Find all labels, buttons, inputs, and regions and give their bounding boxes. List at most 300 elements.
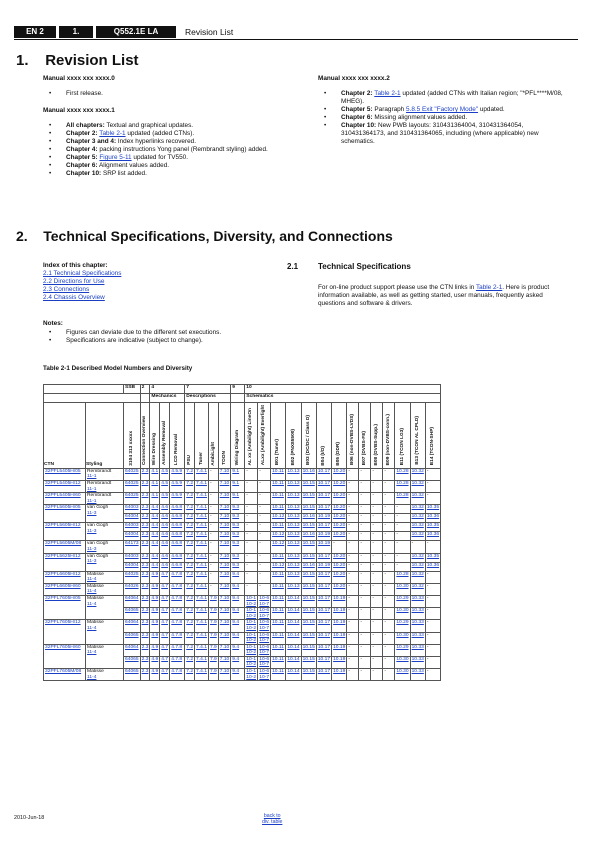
cell-link[interactable]: 64064	[125, 595, 139, 601]
styling-link[interactable]: 11-4	[87, 589, 97, 595]
cell-link[interactable]: 10.30	[396, 669, 409, 675]
cell-link[interactable]: 2.3	[141, 562, 149, 568]
styling-link[interactable]: 11-3	[87, 510, 97, 516]
ctn-link[interactable]: 32PFL5605H/12	[45, 523, 81, 529]
cell-link[interactable]: 64026	[125, 583, 139, 589]
cell-link[interactable]: 10.19	[333, 608, 346, 614]
cell-link[interactable]: 10.14	[287, 595, 300, 601]
cell-link[interactable]: 10.20	[333, 468, 346, 474]
cell-link[interactable]: 10-2	[246, 674, 257, 680]
cell-link[interactable]: 7.2	[186, 632, 194, 638]
ctn-link[interactable]: 32PFL5605H/05	[45, 505, 81, 511]
cell-link[interactable]: 4.7.8	[171, 571, 183, 577]
item-link[interactable]: Table 2-1	[99, 130, 126, 137]
cell-link[interactable]: 7.10	[219, 481, 230, 487]
cell-link[interactable]: 7.4.1	[196, 656, 207, 662]
cell-link[interactable]: 10.17	[317, 620, 331, 626]
cell-link[interactable]: 7.2	[186, 514, 194, 520]
cell-link[interactable]: 7.10	[219, 562, 230, 568]
cell-link[interactable]: 10-2	[246, 662, 257, 668]
cell-link[interactable]: 4.1	[151, 493, 159, 499]
cell-link[interactable]: 4.9	[151, 571, 159, 577]
ctn-link[interactable]: 32PFL7605H/05	[45, 595, 81, 601]
cell-link[interactable]: 10.12	[272, 532, 285, 538]
cell-link[interactable]: 10.20	[333, 571, 346, 577]
cell-link[interactable]: 10-7	[259, 625, 270, 631]
cell-link[interactable]: 10.15	[302, 571, 315, 577]
cell-link[interactable]: 4.4	[151, 541, 159, 547]
cell-link[interactable]: 7.2	[186, 505, 194, 511]
cell-link[interactable]: 10.19	[333, 632, 346, 638]
cell-link[interactable]: 7.2	[186, 583, 194, 589]
cell-link[interactable]: 7.2	[186, 541, 194, 547]
table-2-1-link[interactable]: Table 2-1	[475, 284, 503, 291]
cell-link[interactable]: 9.3	[232, 553, 240, 559]
cell-link[interactable]: 10.30	[396, 656, 409, 662]
styling-link[interactable]: 11-1	[87, 486, 97, 492]
cell-link[interactable]: 10.11	[272, 505, 284, 511]
cell-link[interactable]: 4.7.8	[171, 620, 183, 626]
ctn-link[interactable]: 32PFL6605H/60	[45, 583, 81, 589]
index-link[interactable]: 2.3 Connections	[43, 286, 90, 293]
cell-link[interactable]: 7.4.1	[196, 553, 207, 559]
cell-link[interactable]: 4.6	[161, 523, 169, 529]
cell-link[interactable]: 4.5	[161, 468, 169, 474]
cell-link[interactable]: 7.10	[219, 571, 230, 577]
cell-link[interactable]: 2.3	[141, 532, 149, 538]
ctn-link[interactable]: 32PFL5405H/12	[45, 481, 81, 487]
styling-link[interactable]: 11-4	[87, 577, 97, 583]
cell-link[interactable]: 4.7.8	[171, 608, 183, 614]
cell-link[interactable]: 10.17	[317, 468, 331, 474]
cell-link[interactable]: 2.3	[141, 620, 149, 626]
cell-link[interactable]: 7.4.1	[196, 620, 207, 626]
cell-link[interactable]: 9.3	[232, 514, 240, 520]
cell-link[interactable]: 7.4.1	[196, 532, 207, 538]
cell-link[interactable]: 7.4.1	[196, 514, 207, 520]
cell-link[interactable]: 4.7	[161, 608, 169, 614]
cell-link[interactable]: 4.7.8	[171, 632, 183, 638]
cell-link[interactable]: 10.17	[317, 608, 331, 614]
cell-link[interactable]: 10-2	[246, 625, 257, 631]
cell-link[interactable]: 10.17	[317, 583, 331, 589]
cell-link[interactable]: 10.30	[396, 583, 409, 589]
cell-link[interactable]: 10.19	[317, 514, 331, 520]
cell-link[interactable]: 10.15	[302, 608, 315, 614]
cell-link[interactable]: 4.6.8	[171, 553, 183, 559]
cell-link[interactable]: 10.13	[287, 562, 300, 568]
cell-link[interactable]: 10.20	[333, 562, 346, 568]
cell-link[interactable]: 9.1	[232, 493, 240, 499]
cell-link[interactable]: 10.11	[272, 493, 284, 499]
cell-link[interactable]: 7.4.1	[196, 595, 207, 601]
cell-link[interactable]: 10.13	[287, 583, 300, 589]
cell-link[interactable]: 10-1	[246, 595, 257, 601]
cell-link[interactable]: 10.19	[317, 562, 331, 568]
cell-link[interactable]: 10.14	[287, 669, 300, 675]
styling-link[interactable]: 11-4	[87, 601, 97, 607]
cell-link[interactable]: 10.17	[317, 553, 331, 559]
cell-link[interactable]: 9.4	[232, 583, 240, 589]
cell-link[interactable]: 4.1	[151, 481, 159, 487]
cell-link[interactable]: 10.13	[287, 541, 300, 547]
cell-link[interactable]: 4.6.8	[171, 523, 183, 529]
cell-link[interactable]: 4.1	[151, 468, 159, 474]
cell-link[interactable]: 7.2	[186, 656, 194, 662]
cell-link[interactable]: 10.13	[287, 481, 300, 487]
cell-link[interactable]: 64064	[125, 620, 139, 626]
cell-link[interactable]: 10.28	[396, 571, 409, 577]
cell-link[interactable]: 4.7.8	[171, 644, 183, 650]
cell-link[interactable]: 64025	[125, 481, 139, 487]
cell-link[interactable]: 7.10	[219, 532, 230, 538]
cell-link[interactable]: 10-6	[259, 620, 270, 626]
cell-link[interactable]: 4.7	[161, 656, 169, 662]
cell-link[interactable]: 10.33	[411, 632, 424, 638]
cell-link[interactable]: 4.9	[151, 583, 159, 589]
cell-link[interactable]: 10-7	[259, 613, 270, 619]
cell-link[interactable]: 9.4	[232, 620, 240, 626]
cell-link[interactable]: 10.19	[333, 656, 346, 662]
index-link[interactable]: 2.1 Technical Specifications	[43, 270, 122, 277]
styling-link[interactable]: 11-4	[87, 650, 97, 656]
cell-link[interactable]: 10.17	[317, 656, 331, 662]
cell-link[interactable]: 7.10	[219, 583, 230, 589]
cell-link[interactable]: 10.35	[426, 523, 440, 529]
cell-link[interactable]: 4.4	[151, 514, 159, 520]
cell-link[interactable]: 7.4.1	[196, 468, 207, 474]
cell-link[interactable]: 10.29	[396, 644, 409, 650]
cell-link[interactable]: 64003	[125, 505, 139, 511]
cell-link[interactable]: 7.4.1	[196, 669, 207, 675]
cell-link[interactable]: 10-6	[259, 644, 270, 650]
cell-link[interactable]: 4.6	[161, 505, 169, 511]
cell-link[interactable]: 7.10	[219, 541, 230, 547]
styling-link[interactable]: 11-4	[87, 674, 97, 680]
cell-link[interactable]: 10.29	[396, 620, 409, 626]
cell-link[interactable]: 4.7	[161, 620, 169, 626]
cell-link[interactable]: 4.9	[151, 608, 159, 614]
cell-link[interactable]: 10.12	[272, 562, 285, 568]
cell-link[interactable]: 7.2	[186, 608, 194, 614]
cell-link[interactable]: 7.9	[209, 669, 217, 675]
cell-link[interactable]: 4.7	[161, 644, 169, 650]
styling-link[interactable]: 11-4	[87, 625, 97, 631]
cell-link[interactable]: 4.4	[151, 505, 159, 511]
back-to-div-table-link[interactable]: back to div. table	[262, 813, 283, 825]
cell-link[interactable]: 64173	[125, 541, 139, 547]
cell-link[interactable]: 4.6.8	[171, 505, 183, 511]
cell-link[interactable]: 7.2	[186, 562, 194, 568]
cell-link[interactable]: 10.19	[333, 669, 346, 675]
cell-link[interactable]: 2.3	[141, 583, 149, 589]
cell-link[interactable]: 7.10	[219, 608, 230, 614]
cell-link[interactable]: 10.20	[333, 481, 346, 487]
cell-link[interactable]: 9.4	[232, 595, 240, 601]
cell-link[interactable]: 9.4	[232, 571, 240, 577]
item-link[interactable]: Figure 5-11	[99, 154, 132, 161]
cell-link[interactable]: 10-6	[259, 595, 270, 601]
cell-link[interactable]: 7.10	[219, 514, 230, 520]
cell-link[interactable]: 10.28	[396, 481, 409, 487]
cell-link[interactable]: 10.11	[272, 595, 284, 601]
cell-link[interactable]: 10-7	[259, 650, 270, 656]
cell-link[interactable]: 10.32	[411, 505, 424, 511]
cell-link[interactable]: 2.3	[141, 505, 149, 511]
cell-link[interactable]: 7.2	[186, 595, 194, 601]
cell-link[interactable]: 4.9	[151, 595, 159, 601]
cell-link[interactable]: 9.4	[232, 656, 240, 662]
cell-link[interactable]: 10-6	[259, 656, 270, 662]
cell-link[interactable]: 10.14	[287, 620, 300, 626]
cell-link[interactable]: 10-1	[246, 632, 257, 638]
cell-link[interactable]: 7.2	[186, 523, 194, 529]
cell-link[interactable]: 4.9	[151, 632, 159, 638]
cell-link[interactable]: 10.19	[333, 620, 346, 626]
cell-link[interactable]: 4.9	[151, 669, 159, 675]
cell-link[interactable]: 10.11	[272, 468, 284, 474]
cell-link[interactable]: 10.13	[287, 493, 300, 499]
cell-link[interactable]: 7.10	[219, 595, 230, 601]
cell-link[interactable]: 10.11	[272, 669, 284, 675]
cell-link[interactable]: 10.13	[287, 505, 300, 511]
cell-link[interactable]: 64004	[125, 532, 139, 538]
cell-link[interactable]: 64065	[125, 669, 139, 675]
cell-link[interactable]: 10-6	[259, 669, 270, 675]
cell-link[interactable]: 7.4.1	[196, 608, 207, 614]
cell-link[interactable]: 10.13	[287, 553, 300, 559]
cell-link[interactable]: 7.9	[209, 595, 217, 601]
cell-link[interactable]: 10.17	[317, 595, 331, 601]
cell-link[interactable]: 10.14	[287, 608, 300, 614]
ctn-link[interactable]: 32PFL7605H/12	[45, 620, 81, 626]
cell-link[interactable]: 10-6	[259, 608, 270, 614]
cell-link[interactable]: 10.15	[302, 481, 315, 487]
cell-link[interactable]: 9.1	[232, 481, 240, 487]
cell-link[interactable]: 4.6.8	[171, 532, 183, 538]
cell-link[interactable]: 10-2	[246, 613, 257, 619]
cell-link[interactable]: 10.11	[272, 583, 284, 589]
cell-link[interactable]: 10-1	[246, 644, 257, 650]
cell-link[interactable]: 9.4	[232, 644, 240, 650]
cell-link[interactable]: 7.9	[209, 632, 217, 638]
cell-link[interactable]: 10.33	[411, 595, 424, 601]
cell-link[interactable]: 7.4.1	[196, 523, 207, 529]
cell-link[interactable]: 4.7.8	[171, 583, 183, 589]
ctn-link[interactable]: 32PFL6605H/12	[45, 571, 81, 577]
cell-link[interactable]: 64065	[125, 656, 139, 662]
cell-link[interactable]: 10.16	[302, 514, 315, 520]
cell-link[interactable]: 10.11	[272, 620, 284, 626]
cell-link[interactable]: 7.4.1	[196, 505, 207, 511]
cell-link[interactable]: 7.2	[186, 571, 194, 577]
cell-link[interactable]: 10.13	[287, 571, 300, 577]
cell-link[interactable]: 2.3	[141, 644, 149, 650]
cell-link[interactable]: 10.33	[411, 656, 424, 662]
cell-link[interactable]: 10.17	[317, 505, 331, 511]
cell-link[interactable]: 9.3	[232, 523, 240, 529]
cell-link[interactable]: 64025	[125, 493, 139, 499]
cell-link[interactable]: 7.10	[219, 656, 230, 662]
cell-link[interactable]: 4.6.8	[171, 514, 183, 520]
cell-link[interactable]: 10.20	[333, 583, 346, 589]
cell-link[interactable]: 10-1	[246, 669, 257, 675]
cell-link[interactable]: 4.5	[161, 493, 169, 499]
cell-link[interactable]: 10.14	[287, 644, 300, 650]
cell-link[interactable]: 10.32	[411, 571, 424, 577]
cell-link[interactable]: 10.32	[411, 468, 424, 474]
cell-link[interactable]: 7.2	[186, 532, 194, 538]
cell-link[interactable]: 64004	[125, 514, 139, 520]
cell-link[interactable]: 4.9	[151, 644, 159, 650]
cell-link[interactable]: 10.32	[411, 532, 424, 538]
cell-link[interactable]: 7.10	[219, 523, 230, 529]
cell-link[interactable]: 7.4.1	[196, 644, 207, 650]
cell-link[interactable]: 2.3	[141, 632, 149, 638]
cell-link[interactable]: 7.2	[186, 481, 194, 487]
cell-link[interactable]: 2.3	[141, 669, 149, 675]
cell-link[interactable]: 10.19	[333, 595, 346, 601]
cell-link[interactable]: 4.5.9	[171, 481, 183, 487]
ctn-link[interactable]: 32PFL5405H/60	[45, 493, 81, 499]
cell-link[interactable]: 10.20	[333, 493, 346, 499]
cell-link[interactable]: 10.33	[411, 669, 424, 675]
cell-link[interactable]: 2.3	[141, 656, 149, 662]
styling-link[interactable]: 11-3	[87, 559, 97, 565]
cell-link[interactable]: 64025	[125, 468, 139, 474]
cell-link[interactable]: 10.20	[333, 532, 346, 538]
cell-link[interactable]: 9.3	[232, 505, 240, 511]
cell-link[interactable]: 10.11	[272, 523, 284, 529]
cell-link[interactable]: 10.15	[302, 595, 315, 601]
cell-link[interactable]: 10.15	[302, 656, 315, 662]
item-link[interactable]: Table 2-1	[374, 90, 401, 97]
cell-link[interactable]: 7.4.1	[196, 493, 207, 499]
cell-link[interactable]: 10-6	[259, 632, 270, 638]
cell-link[interactable]: 10.20	[333, 523, 346, 529]
cell-link[interactable]: 10.30	[396, 632, 409, 638]
cell-link[interactable]: 10-7	[259, 601, 270, 607]
cell-link[interactable]: 2.3	[141, 493, 149, 499]
cell-link[interactable]: 10.17	[317, 632, 331, 638]
cell-link[interactable]: 4.4	[151, 532, 159, 538]
cell-link[interactable]: 4.7.8	[171, 669, 183, 675]
cell-link[interactable]: 10.11	[272, 632, 284, 638]
cell-link[interactable]: 10.32	[411, 481, 424, 487]
cell-link[interactable]: 10-2	[246, 601, 257, 607]
cell-link[interactable]: 64025	[125, 571, 139, 577]
cell-link[interactable]: 10.28	[396, 493, 409, 499]
cell-link[interactable]: 64003	[125, 523, 139, 529]
ctn-link[interactable]: 32PFL5405H/05	[45, 468, 81, 474]
cell-link[interactable]: 4.7	[161, 669, 169, 675]
cell-link[interactable]: 10.11	[272, 481, 284, 487]
cell-link[interactable]: 10.36	[426, 532, 440, 538]
cell-link[interactable]: 2.3	[141, 608, 149, 614]
cell-link[interactable]: 10.15	[302, 669, 315, 675]
cell-link[interactable]: 10.17	[317, 493, 331, 499]
cell-link[interactable]: 2.3	[141, 481, 149, 487]
cell-link[interactable]: 10.36	[426, 514, 440, 520]
cell-link[interactable]: 4.9	[151, 656, 159, 662]
cell-link[interactable]: 10.36	[426, 562, 440, 568]
cell-link[interactable]: 7.2	[186, 669, 194, 675]
cell-link[interactable]: 10-2	[246, 650, 257, 656]
cell-link[interactable]: 4.6	[161, 532, 169, 538]
cell-link[interactable]: 10.15	[302, 523, 315, 529]
cell-link[interactable]: 9.3	[232, 532, 240, 538]
cell-link[interactable]: 10.30	[396, 608, 409, 614]
cell-link[interactable]: 10.15	[302, 644, 315, 650]
cell-link[interactable]: 10.32	[411, 523, 424, 529]
cell-link[interactable]: 64004	[125, 562, 139, 568]
cell-link[interactable]: 2.3	[141, 571, 149, 577]
cell-link[interactable]: 10.17	[317, 644, 331, 650]
ctn-link[interactable]: 32PFL7605H/60	[45, 644, 81, 650]
cell-link[interactable]: 10.17	[317, 669, 331, 675]
cell-link[interactable]: 7.4.1	[196, 541, 207, 547]
cell-link[interactable]: 10.28	[396, 468, 409, 474]
styling-link[interactable]: 11-1	[87, 498, 97, 504]
cell-link[interactable]: 10.15	[302, 632, 315, 638]
cell-link[interactable]: 7.9	[209, 644, 217, 650]
cell-link[interactable]: 7.10	[219, 505, 230, 511]
styling-link[interactable]: 11-3	[87, 528, 97, 534]
cell-link[interactable]: 10.32	[411, 493, 424, 499]
cell-link[interactable]: 7.10	[219, 468, 230, 474]
cell-link[interactable]: 10.16	[302, 468, 315, 474]
cell-link[interactable]: 10.17	[317, 571, 331, 577]
cell-link[interactable]: 10-1	[246, 608, 257, 614]
styling-link[interactable]: 11-3	[87, 546, 97, 552]
cell-link[interactable]: 10.13	[287, 532, 300, 538]
cell-link[interactable]: 10.11	[272, 656, 284, 662]
cell-link[interactable]: 10.15	[302, 493, 315, 499]
cell-link[interactable]: 7.10	[219, 553, 230, 559]
cell-link[interactable]: 7.2	[186, 644, 194, 650]
cell-link[interactable]: 4.5	[161, 481, 169, 487]
styling-link[interactable]: 11-1	[87, 474, 97, 480]
cell-link[interactable]: 4.4	[151, 553, 159, 559]
cell-link[interactable]: 4.5.9	[171, 468, 183, 474]
cell-link[interactable]: 7.2	[186, 553, 194, 559]
ctn-link[interactable]: 32PFL5605M/08	[45, 541, 82, 547]
cell-link[interactable]: 10.11	[272, 644, 284, 650]
cell-link[interactable]: 4.9	[151, 620, 159, 626]
cell-link[interactable]: 10.32	[411, 562, 424, 568]
cell-link[interactable]: 10-7	[259, 638, 270, 644]
cell-link[interactable]: 9.4	[232, 669, 240, 675]
cell-link[interactable]: 2.3	[141, 595, 149, 601]
cell-link[interactable]: 2.3	[141, 468, 149, 474]
cell-link[interactable]: 7.2	[186, 620, 194, 626]
cell-link[interactable]: 9.4	[232, 632, 240, 638]
cell-link[interactable]: 4.7	[161, 595, 169, 601]
cell-link[interactable]: 10-2	[246, 638, 257, 644]
cell-link[interactable]: 10.15	[302, 541, 315, 547]
cell-link[interactable]: 4.6	[161, 541, 169, 547]
cell-link[interactable]: 2.3	[141, 514, 149, 520]
cell-link[interactable]: 64065	[125, 632, 139, 638]
cell-link[interactable]: 9.4	[232, 608, 240, 614]
cell-link[interactable]: 10.11	[272, 571, 284, 577]
cell-link[interactable]: 10.11	[272, 608, 284, 614]
cell-link[interactable]: 64064	[125, 644, 139, 650]
cell-link[interactable]: 10.32	[411, 553, 424, 559]
cell-link[interactable]: 10.15	[302, 620, 315, 626]
cell-link[interactable]: 10.11	[272, 553, 284, 559]
cell-link[interactable]: 7.9	[209, 656, 217, 662]
